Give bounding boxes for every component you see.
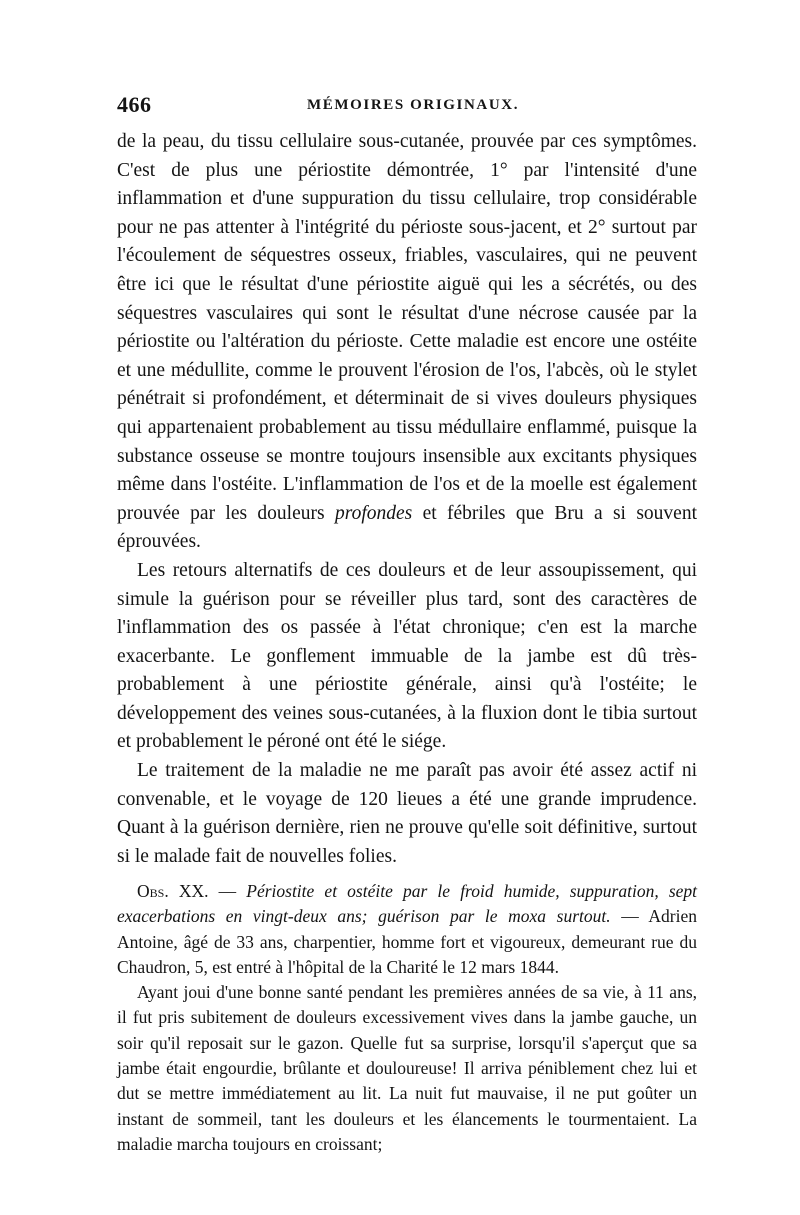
observation-title: Périostite et ostéite par le froid humide, suppuration, sept exacerbations en vingt-deux ans; guérison par le moxa surtout. [117,881,698,927]
page-number: 466 [117,92,152,117]
paragraph-1 [117,128,697,557]
observation-label: Obs. XX. [137,881,209,901]
paragraph-2: Les retours alternatifs de ces douleurs et de leur assoupissement, qui simule la guérison pour se réveiller plus tard, sont des caractères de l'inflammation des os passée à l'état chronique; c'en est la marche exacerbante. Le gonflement immuable de la jambe est dû très-probablement à une périostite générale, ainsi qu'à l'ostéite; le développement des veines sous-cutanées, à la fluxion dont le tibia surtout et probablement le péroné ont été le siége. [117,559,697,753]
observation-heading-paragraph [117,879,697,980]
body-text [117,128,697,871]
running-title: MÉMOIRES ORIGINAUX. [307,97,520,113]
paragraph-3: Le traitement de la maladie ne me paraît pas avoir été assez actif ni convenable, et le voyage de 120 lieues a été une grande imprudence. Quant à la guérison dernière, rien ne prouve qu'elle soit définitive, surtout si le malade fait de nouvelles folies. [117,760,697,867]
observation-section [117,879,697,1157]
paragraph-1-text-a: de la peau, du tissu cellulaire sous-cutanée, prouvée par ces symptômes. C'est de plus une périostite démontrée, 1° par l'intensité d'une inflammation et d'une suppuration du tissu cellulaire, trop considérable pour ne pas attenter à l'intégrité du périoste sous-jacent, et 2° surtout par l'écoulement de séquestres osseux, friables, vasculaires, qui ne peuvent être ici que le résultat d'une périostite aiguë qui les a sécrétés, ou des séquestres vasculaires qui sont le résultat d'une nécrose causée par la périostite ou l'altération du périoste. Cette maladie est encore une ostéite et une médullite, comme le prouvent l'érosion de l'os, l'abcès, où le stylet pénétrait si profondément, et déterminait de si vives douleurs physiques qui appartenaient probablement au tissu médullaire enflammé, puisque la substance osseuse se montre toujours insensible aux excitants physiques même dans l'ostéite. L'inflammation de l'os et de la moelle est également prouvée par les douleurs [117,131,697,524]
page-header [117,92,697,122]
observation-dash: — [208,881,247,901]
observation-intro: — Adrien Antoine, âgé de 33 ans, charpentier, homme fort et vigoureux, demeurant rue du Chaudron, 5, est entré à l'hôpital de la Charité le 12 mars 1844. [117,906,697,977]
paragraph-1-text-b: et fébriles que Bru a si souvent éprouvées. [117,502,697,553]
paragraph-1-emphasis: profondes [334,502,413,524]
observation-paragraph-2: Ayant joui d'une bonne santé pendant les premières années de sa vie, à 11 ans, il fut pris subitement de douleurs excessivement vives dans la jambe gauche, un soir qu'il reposait sur le gazon. Quelle fut sa surprise, lorsqu'il s'aperçut que sa jambe était engourdie, brûlante et douloureuse! Il arriva péniblement chez lui et dut se mettre immédiatement au lit. La nuit fut mauvaise, il ne put goûter un instant de sommeil, tant les douleurs et les élancements le tourmentaient. La maladie marcha toujours en croissant; [117,982,697,1154]
